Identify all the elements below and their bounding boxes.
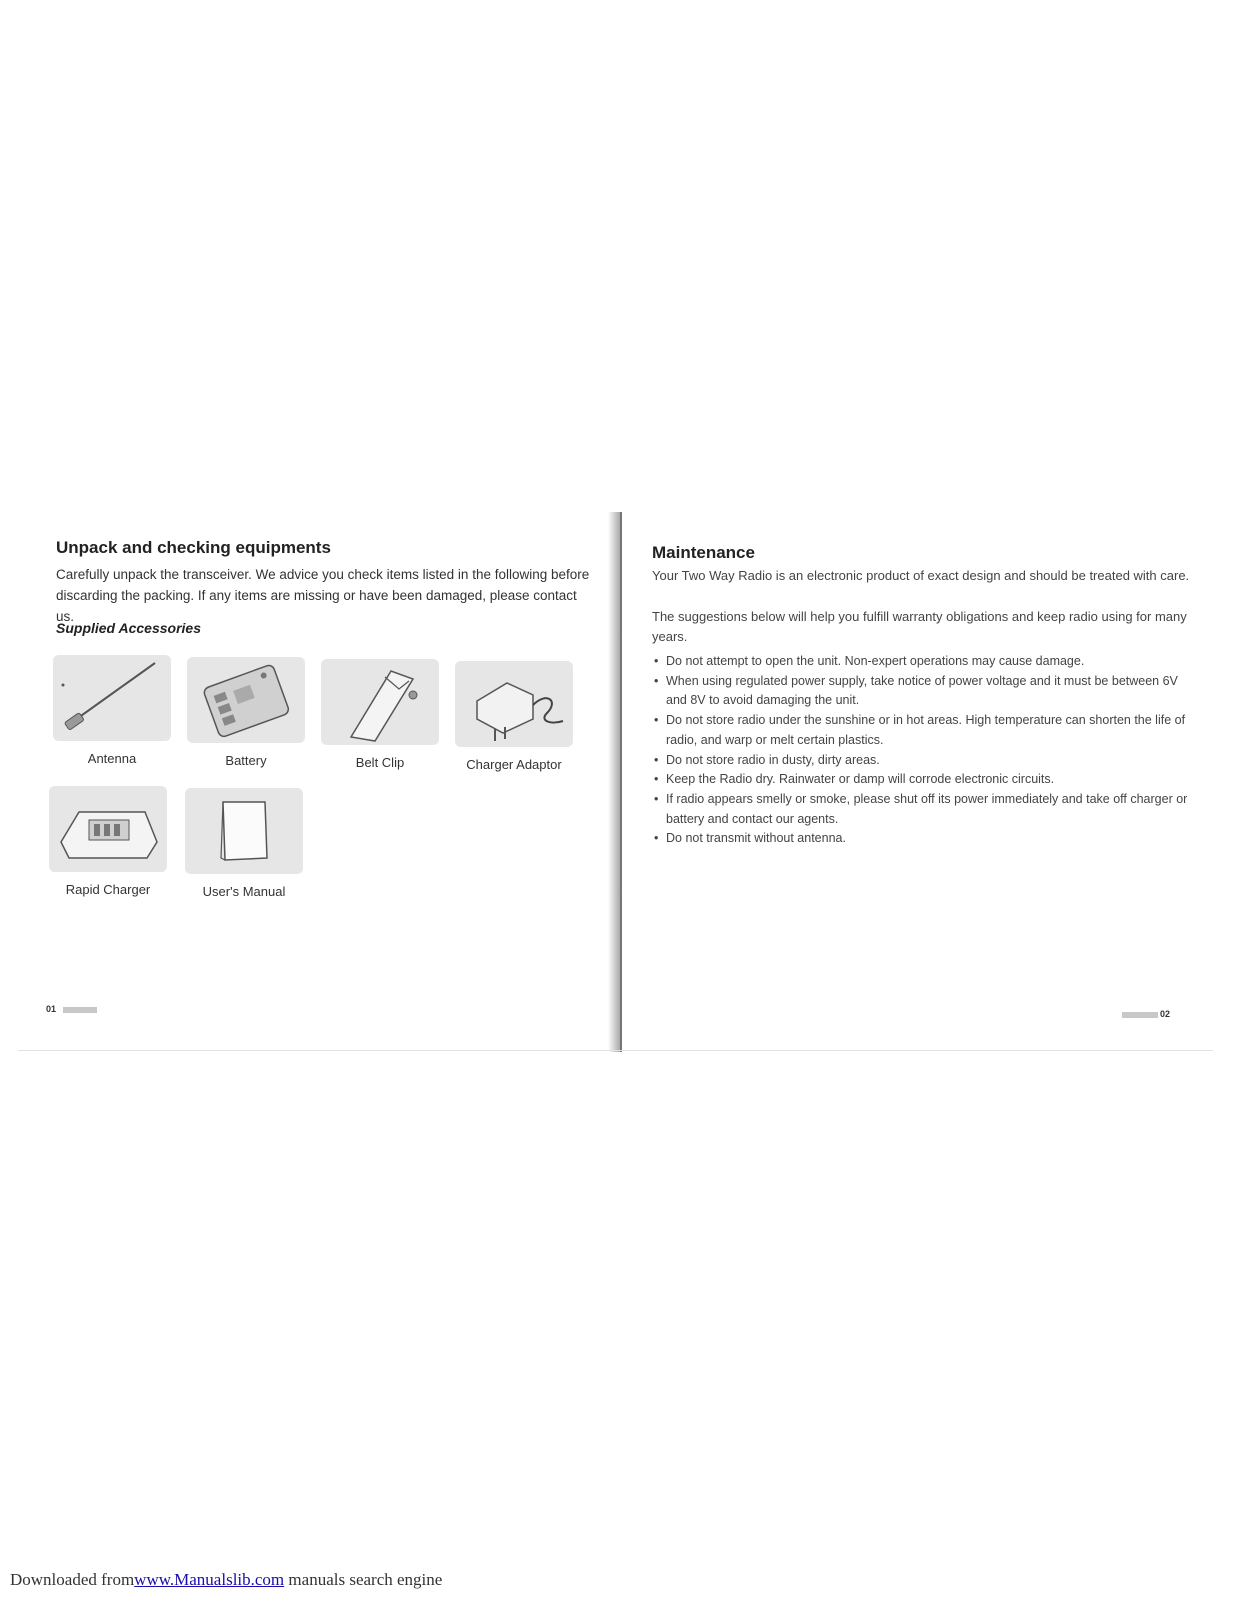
accessory-label: Charger Adaptor bbox=[466, 757, 562, 772]
belt-clip-icon bbox=[321, 659, 439, 745]
list-item: • When using regulated power supply, take notice of power voltage and it must be between 6V and 8V to avoid damaging the unit. bbox=[652, 672, 1200, 711]
accessory-users-manual bbox=[184, 788, 304, 899]
footer-suffix: manuals search engine bbox=[288, 1570, 443, 1589]
maintenance-heading: Maintenance bbox=[652, 543, 755, 562]
maintenance-paragraph-1: Your Two Way Radio is an electronic product of exact design and should be treated with care. bbox=[652, 568, 1190, 583]
left-page-heading: Unpack and checking equipments bbox=[56, 538, 331, 557]
accessory-charger-adaptor bbox=[454, 661, 574, 772]
left-page-number: 01 bbox=[46, 1004, 57, 1014]
accessory-label: Belt Clip bbox=[355, 755, 405, 770]
accessory-belt-clip bbox=[320, 659, 440, 770]
manual-icon bbox=[185, 788, 303, 874]
right-page bbox=[620, 0, 1237, 1600]
list-item: • Do not attempt to open the unit. Non-expert operations may cause damage. bbox=[652, 652, 1200, 672]
list-item: • Do not store radio in dusty, dirty areas. bbox=[652, 751, 1200, 771]
antenna-icon bbox=[53, 655, 171, 741]
list-item: • Do not transmit without antenna. bbox=[652, 829, 1200, 849]
list-item: • Keep the Radio dry. Rainwater or damp will corrode electronic circuits. bbox=[652, 770, 1200, 790]
accessory-battery bbox=[186, 657, 306, 768]
maintenance-paragraph-2: The suggestions below will help you fulfill warranty obligations and keep radio using for many years. bbox=[652, 609, 1187, 644]
maintenance-list bbox=[652, 652, 1200, 849]
accessory-label: Antenna bbox=[87, 751, 137, 766]
accessory-rapid-charger bbox=[48, 786, 168, 897]
charger-adaptor-icon bbox=[455, 661, 573, 747]
accessory-label: Battery bbox=[225, 753, 267, 768]
page-number-bar bbox=[63, 1007, 97, 1013]
battery-icon bbox=[187, 657, 305, 743]
accessory-label: Rapid Charger bbox=[65, 882, 151, 897]
list-item: • Do not store radio under the sunshine or in hot areas. High temperature can shorten the life of radio, and warp or melt certain plastics. bbox=[652, 711, 1200, 750]
right-page-number: 02 bbox=[1160, 1009, 1171, 1019]
page-number-bar bbox=[1122, 1012, 1158, 1018]
footer-prefix: Downloaded from bbox=[10, 1570, 135, 1589]
unpack-intro: Carefully unpack the transceiver. We advice you check items listed in the following before discarding the packing. If any items are missing or have been damaged, please contact us. bbox=[56, 567, 590, 624]
list-item: • If radio appears smelly or smoke, please shut off its power immediately and take off charger or battery and contact our agents. bbox=[652, 790, 1200, 829]
accessory-antenna bbox=[52, 655, 172, 766]
manualslib-link[interactable]: www.Manualslib.com bbox=[134, 1570, 285, 1589]
accessory-label: User's Manual bbox=[202, 884, 286, 899]
rapid-charger-icon bbox=[49, 786, 167, 872]
supplied-accessories-heading: Supplied Accessories bbox=[56, 620, 201, 636]
download-footer bbox=[10, 1570, 442, 1590]
